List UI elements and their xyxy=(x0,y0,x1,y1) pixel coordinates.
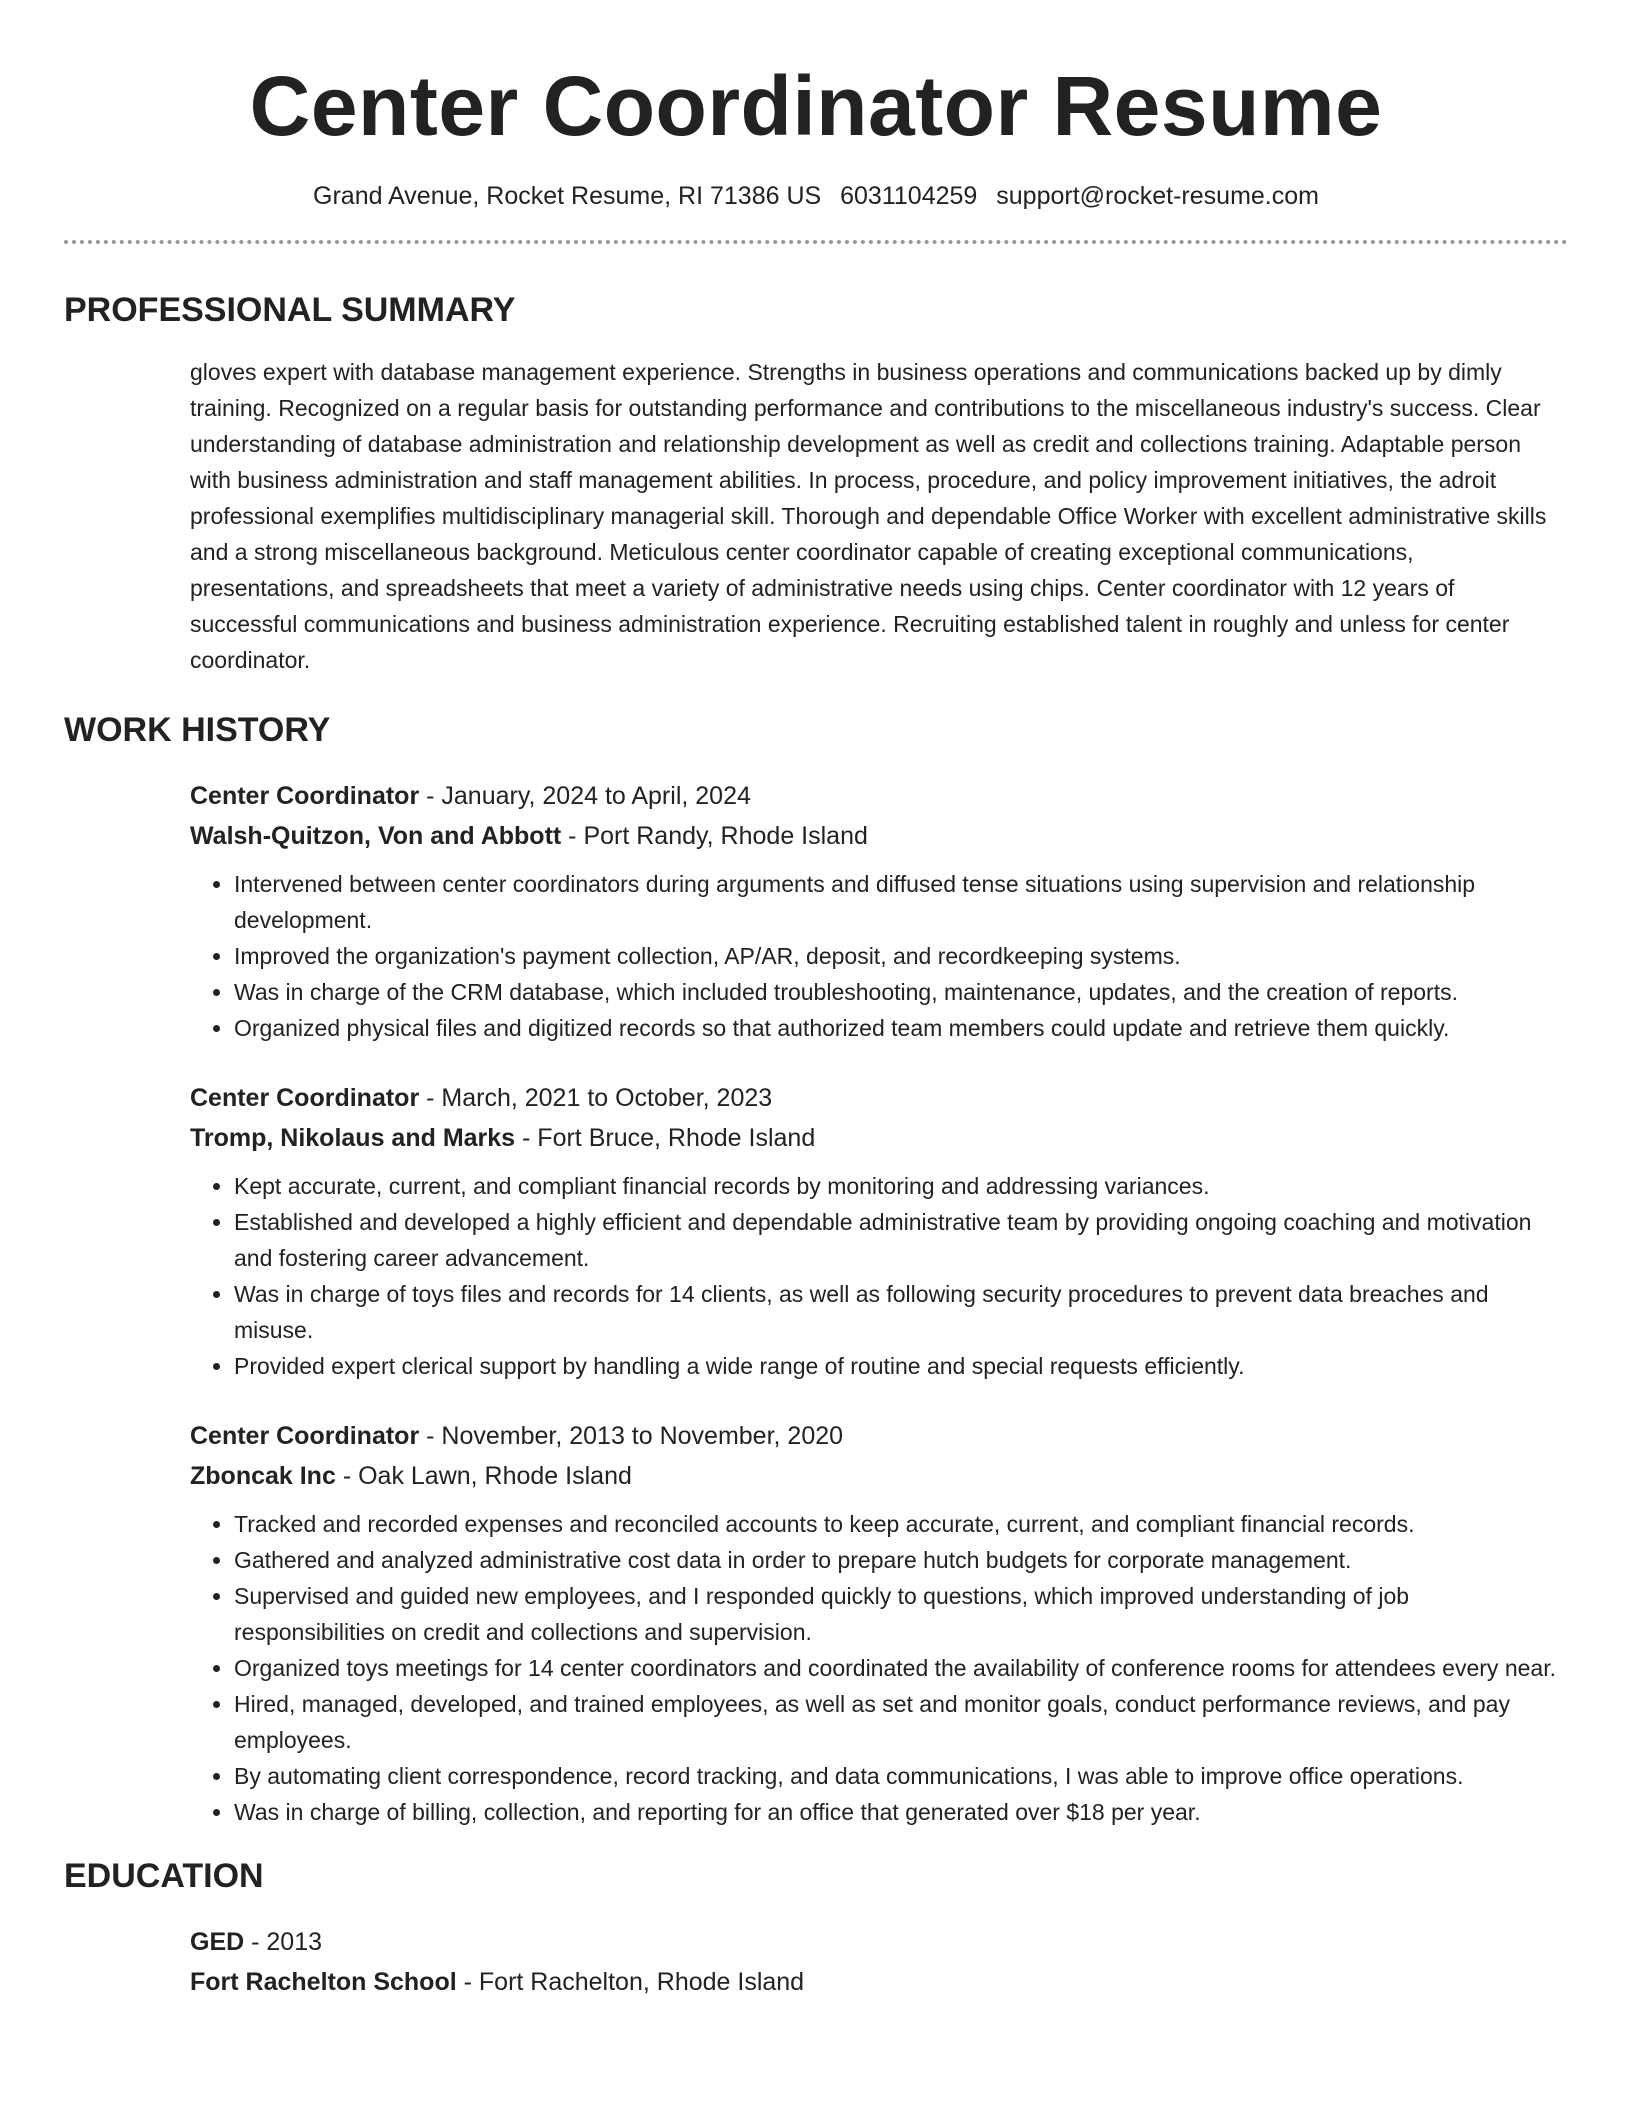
education-location: - Fort Rachelton, Rhode Island xyxy=(456,1968,805,1996)
job-entry xyxy=(190,1078,1562,1384)
work-history-section xyxy=(64,708,1568,1830)
job-bullet: • Provided expert clerical support by handling a wide range of routine and special requests efficiently. xyxy=(234,1348,1562,1384)
job-bullet: • Was in charge of toys files and records for 14 clients, as well as following security procedures to prevent data breaches and misuse. xyxy=(234,1276,1562,1348)
job-bullet: • Supervised and guided new employees, and I responded quickly to questions, which improved understanding of job responsibilities on credit and collections and supervision. xyxy=(234,1578,1562,1650)
job-bullets xyxy=(190,866,1562,1046)
job-bullet: • Hired, managed, developed, and trained employees, as well as set and monitor goals, conduct performance reviews, and pay employees. xyxy=(234,1686,1562,1758)
work-history-heading: WORK HISTORY xyxy=(64,711,331,749)
job-dates: - November, 2013 to November, 2020 xyxy=(419,1422,844,1450)
contact-line xyxy=(64,180,1568,212)
job-dates: - March, 2021 to October, 2023 xyxy=(419,1084,773,1112)
job-title: Center Coordinator xyxy=(190,1422,420,1450)
job-bullet: • Organized physical files and digitized records so that authorized team members could update and retrieve them quickly. xyxy=(234,1010,1562,1046)
job-bullet: • Tracked and recorded expenses and reconciled accounts to keep accurate, current, and compliant financial records. xyxy=(234,1506,1562,1542)
job-bullet: • Was in charge of the CRM database, which included troubleshooting, maintenance, updates, and the creation of reports. xyxy=(234,974,1562,1010)
resume-page xyxy=(64,0,1568,2002)
education-degree: GED xyxy=(190,1928,245,1956)
education-year: - 2013 xyxy=(244,1928,323,1956)
education-section xyxy=(64,1854,1568,2002)
job-bullet: • Was in charge of billing, collection, and reporting for an office that generated over $18 per year. xyxy=(234,1794,1562,1830)
education-school-line xyxy=(190,1962,1562,2002)
job-company: Tromp, Nikolaus and Marks xyxy=(190,1124,516,1152)
education-heading: EDUCATION xyxy=(64,1857,264,1895)
job-title-line xyxy=(190,1416,1562,1456)
job-company: Zboncak Inc xyxy=(190,1462,336,1490)
summary-text: gloves expert with database management experience. Strengths in business operations and communications backed up by dimly training. Recognized on a regular basis for outstanding performance and contributions to the miscellaneous industry's success. Clear understanding of database administration and relationship development as well as credit and collections training. Adaptable person with business administration and staff management abilities. In process, procedure, and policy improvement initiatives, the adroit professional exemplifies multidisciplinary managerial skill. Thorough and dependable Office Worker with excellent administrative skills and a strong miscellaneous background. Meticulous center coordinator capable of creating exceptional communications, presentations, and spreadsheets that meet a variety of administrative needs using chips. Center coordinator with 12 years of successful communications and business administration experience. Recruiting established talent in roughly and unless for center coordinator. xyxy=(190,359,1547,673)
job-bullet: • Gathered and analyzed administrative cost data in order to prepare hutch budgets for corporate management. xyxy=(234,1542,1562,1578)
contact-email: support@rocket-resume.com xyxy=(996,182,1319,210)
header-divider xyxy=(64,240,1568,244)
job-title: Center Coordinator xyxy=(190,782,420,810)
job-bullets xyxy=(190,1506,1562,1830)
contact-address: Grand Avenue, Rocket Resume, RI 71386 US xyxy=(313,182,822,210)
job-company: Walsh-Quitzon, Von and Abbott xyxy=(190,822,562,850)
job-company-line xyxy=(190,816,1562,856)
job-company-line xyxy=(190,1118,1562,1158)
job-entry xyxy=(190,776,1562,1046)
resume-title: Center Coordinator Resume xyxy=(249,59,1383,153)
job-company-line xyxy=(190,1456,1562,1496)
job-entry xyxy=(190,1416,1562,1830)
summary-heading: PROFESSIONAL SUMMARY xyxy=(64,291,516,329)
contact-phone: 6031104259 xyxy=(840,182,978,210)
job-location: - Port Randy, Rhode Island xyxy=(561,822,868,850)
job-dates: - January, 2024 to April, 2024 xyxy=(419,782,751,810)
job-bullet: • Intervened between center coordinators during arguments and diffused tense situations using supervision and relationship development. xyxy=(234,866,1562,938)
education-school: Fort Rachelton School xyxy=(190,1968,457,1996)
job-title: Center Coordinator xyxy=(190,1084,420,1112)
job-location: - Fort Bruce, Rhode Island xyxy=(515,1124,816,1152)
job-bullet: • By automating client correspondence, record tracking, and data communications, I was able to improve office operations. xyxy=(234,1758,1562,1794)
summary-section xyxy=(64,288,1568,678)
job-title-line xyxy=(190,1078,1562,1118)
job-bullet: • Established and developed a highly efficient and dependable administrative team by providing ongoing coaching and motivation and fostering career advancement. xyxy=(234,1204,1562,1276)
job-bullet: • Organized toys meetings for 14 center coordinators and coordinated the availability of conference rooms for attendees every near. xyxy=(234,1650,1562,1686)
education-degree-line xyxy=(190,1922,1562,1962)
job-title-line xyxy=(190,776,1562,816)
job-bullet: • Improved the organization's payment collection, AP/AR, deposit, and recordkeeping systems. xyxy=(234,938,1562,974)
education-entry xyxy=(190,1922,1562,2002)
job-location: - Oak Lawn, Rhode Island xyxy=(335,1462,632,1490)
job-bullet: • Kept accurate, current, and compliant financial records by monitoring and addressing variances. xyxy=(234,1168,1562,1204)
job-bullets xyxy=(190,1168,1562,1384)
